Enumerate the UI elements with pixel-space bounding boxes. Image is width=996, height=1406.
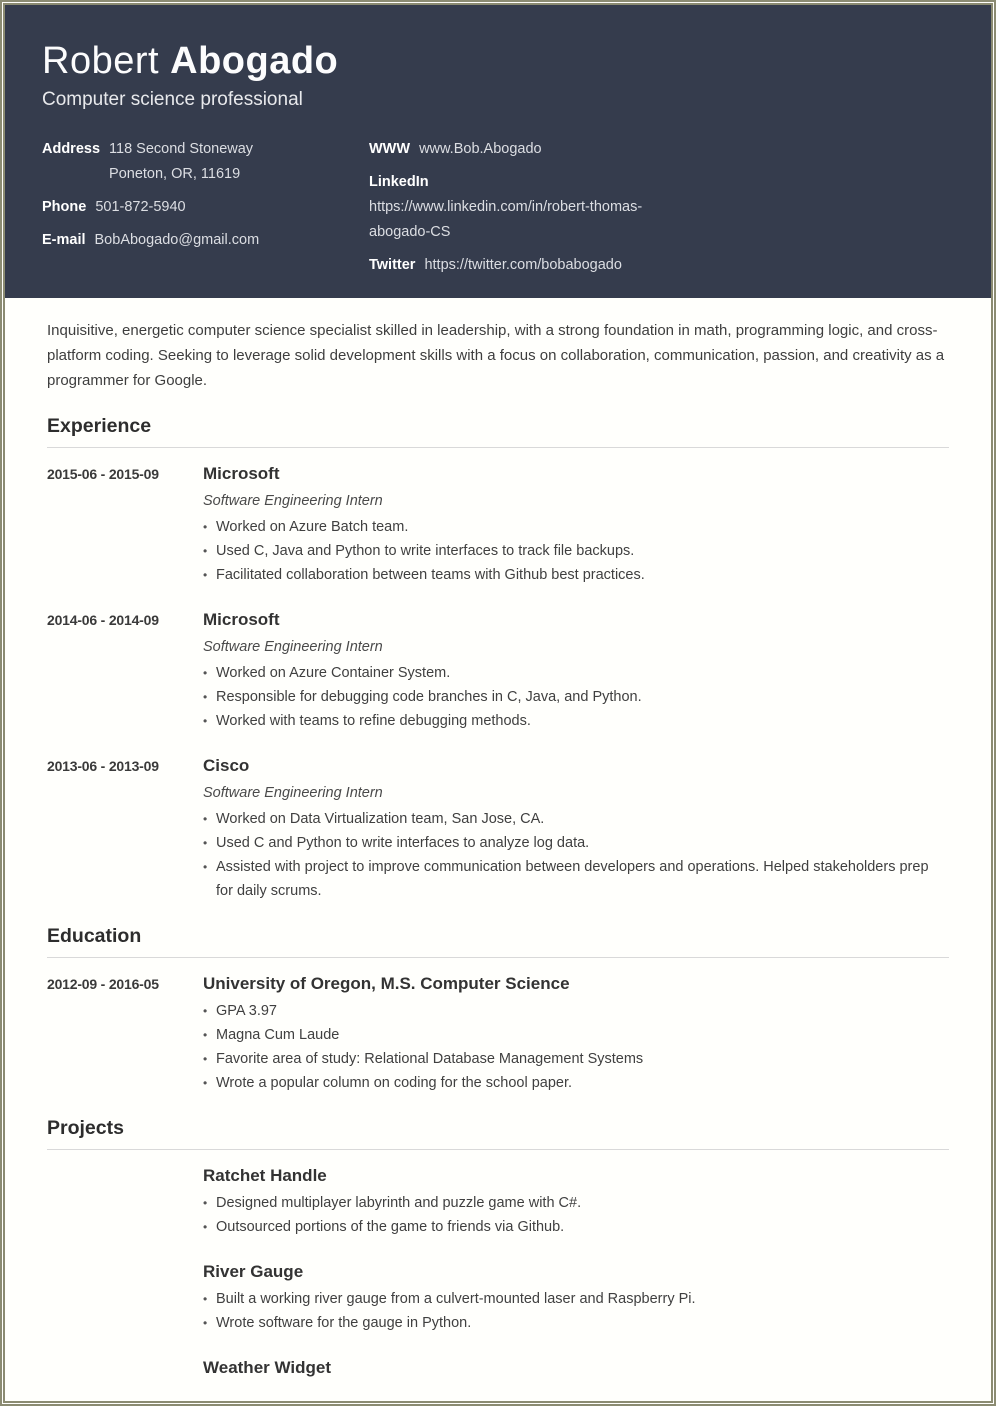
bullet-item: • Wrote software for the gauge in Python. [203, 1311, 949, 1335]
linkedin-url-line-2[interactable]: abogado-CS [369, 224, 451, 240]
bullet-item: • Worked on Azure Batch team. [203, 515, 949, 539]
project-name: River Gauge [203, 1262, 304, 1281]
resume-body [5, 298, 991, 1378]
contact-phone [42, 195, 369, 220]
bullet-item: • Wrote a popular column on coding for the school paper. [203, 1071, 949, 1095]
entry-main [203, 463, 949, 587]
bullet-item: • Worked with teams to refine debugging methods. [203, 709, 949, 733]
bullet-item: • GPA 3.97 [203, 999, 949, 1023]
contact-twitter [369, 253, 954, 278]
first-name: Robert [42, 40, 160, 82]
entry-bullets [203, 999, 949, 1095]
entry-role: Software Engineering Intern [203, 493, 383, 509]
address-label: Address [42, 141, 101, 157]
entry-dates: 2012-09 - 2016-05 [47, 976, 159, 992]
entry-dates: 2013-06 - 2013-09 [47, 758, 159, 774]
project-name: Ratchet Handle [203, 1166, 327, 1185]
bullet-item: • Used C and Python to write interfaces to analyze log data. [203, 831, 949, 855]
entry-dates-empty [47, 1165, 203, 1239]
bullet-item: • Responsible for debugging code branches in C, Java, and Python. [203, 685, 949, 709]
experience-entry [47, 609, 949, 733]
twitter-value[interactable]: https://twitter.com/bobabogado [424, 257, 622, 273]
bullet-item: • Worked on Azure Container System. [203, 661, 949, 685]
experience-entry [47, 755, 949, 903]
entry-dates: 2015-06 - 2015-09 [47, 466, 159, 482]
section-title-projects: Projects [47, 1117, 949, 1150]
entry-main [203, 1261, 949, 1335]
bullet-item: • Assisted with project to improve communication between developers and operations. Helped stakeholders prep for daily scrums. [203, 855, 949, 903]
entry-bullets [203, 1287, 949, 1335]
entry-company: Microsoft [203, 610, 280, 629]
address-line-2: Poneton, OR, 11619 [109, 166, 241, 182]
contact-address [42, 137, 369, 187]
entry-main [203, 973, 949, 1095]
contact-info [42, 137, 954, 286]
contact-www [369, 137, 954, 162]
entry-company: Cisco [203, 756, 250, 775]
section-title-experience: Experience [47, 415, 949, 448]
linkedin-url-line-1[interactable]: https://www.linkedin.com/in/robert-thomas- [369, 199, 643, 215]
entry-role: Software Engineering Intern [203, 639, 383, 655]
person-title: Computer science professional [42, 89, 303, 110]
entry-school: University of Oregon, M.S. Computer Science [203, 974, 570, 993]
phone-value: 501-872-5940 [95, 199, 186, 215]
section-title-education: Education [47, 925, 949, 958]
experience-entry [47, 463, 949, 587]
entry-bullets [203, 1191, 949, 1239]
entry-main [203, 1165, 949, 1239]
project-entry [47, 1165, 949, 1239]
contact-email [42, 228, 369, 253]
bullet-item: • Facilitated collaboration between teams with Github best practices. [203, 563, 949, 587]
www-value[interactable]: www.Bob.Abogado [419, 141, 542, 157]
entry-dates: 2014-06 - 2014-09 [47, 612, 159, 628]
bullet-item: • Built a working river gauge from a culvert-mounted laser and Raspberry Pi. [203, 1287, 949, 1311]
summary-paragraph: Inquisitive, energetic computer science specialist skilled in leadership, with a strong foundation in math, programming logic, and cross-platform coding. Seeking to leverage solid development skills with a focus on collaboration, communication, passion, and creativity as a programmer for Google. [47, 322, 945, 389]
entry-dates-empty [47, 1357, 203, 1378]
entry-bullets [203, 661, 949, 733]
entry-main [203, 755, 949, 903]
linkedin-url[interactable] [369, 195, 954, 245]
linkedin-label: LinkedIn [369, 174, 429, 190]
education-entry [47, 973, 949, 1095]
entry-dates-empty [47, 1261, 203, 1335]
address-value [109, 137, 253, 187]
project-name: Weather Widget [203, 1358, 331, 1377]
bullet-item: • Favorite area of study: Relational Database Management Systems [203, 1047, 949, 1071]
entry-role: Software Engineering Intern [203, 785, 383, 801]
project-entry [47, 1261, 949, 1335]
entry-company: Microsoft [203, 464, 280, 483]
bullet-item: • Worked on Data Virtualization team, San Jose, CA. [203, 807, 949, 831]
bullet-item: • Designed multiplayer labyrinth and puzzle game with C#. [203, 1191, 949, 1215]
phone-label: Phone [42, 199, 87, 215]
entry-main [203, 609, 949, 733]
contact-column-left [42, 137, 369, 286]
twitter-label: Twitter [369, 257, 416, 273]
last-name: Abogado [170, 40, 339, 82]
entry-main [203, 1357, 949, 1378]
bullet-item: • Used C, Java and Python to write interfaces to track file backups. [203, 539, 949, 563]
entry-bullets [203, 807, 949, 903]
contact-linkedin [369, 170, 954, 245]
contact-column-right [369, 137, 954, 286]
email-value[interactable]: BobAbogado@gmail.com [94, 232, 260, 248]
bullet-item: • Outsourced portions of the game to friends via Github. [203, 1215, 949, 1239]
project-entry [47, 1357, 949, 1378]
bullet-item: • Magna Cum Laude [203, 1023, 949, 1047]
www-label: WWW [369, 141, 411, 157]
entry-bullets [203, 515, 949, 587]
resume-header [5, 5, 991, 298]
address-line-1: 118 Second Stoneway [109, 141, 254, 157]
email-label: E-mail [42, 232, 86, 248]
person-name [42, 39, 954, 83]
